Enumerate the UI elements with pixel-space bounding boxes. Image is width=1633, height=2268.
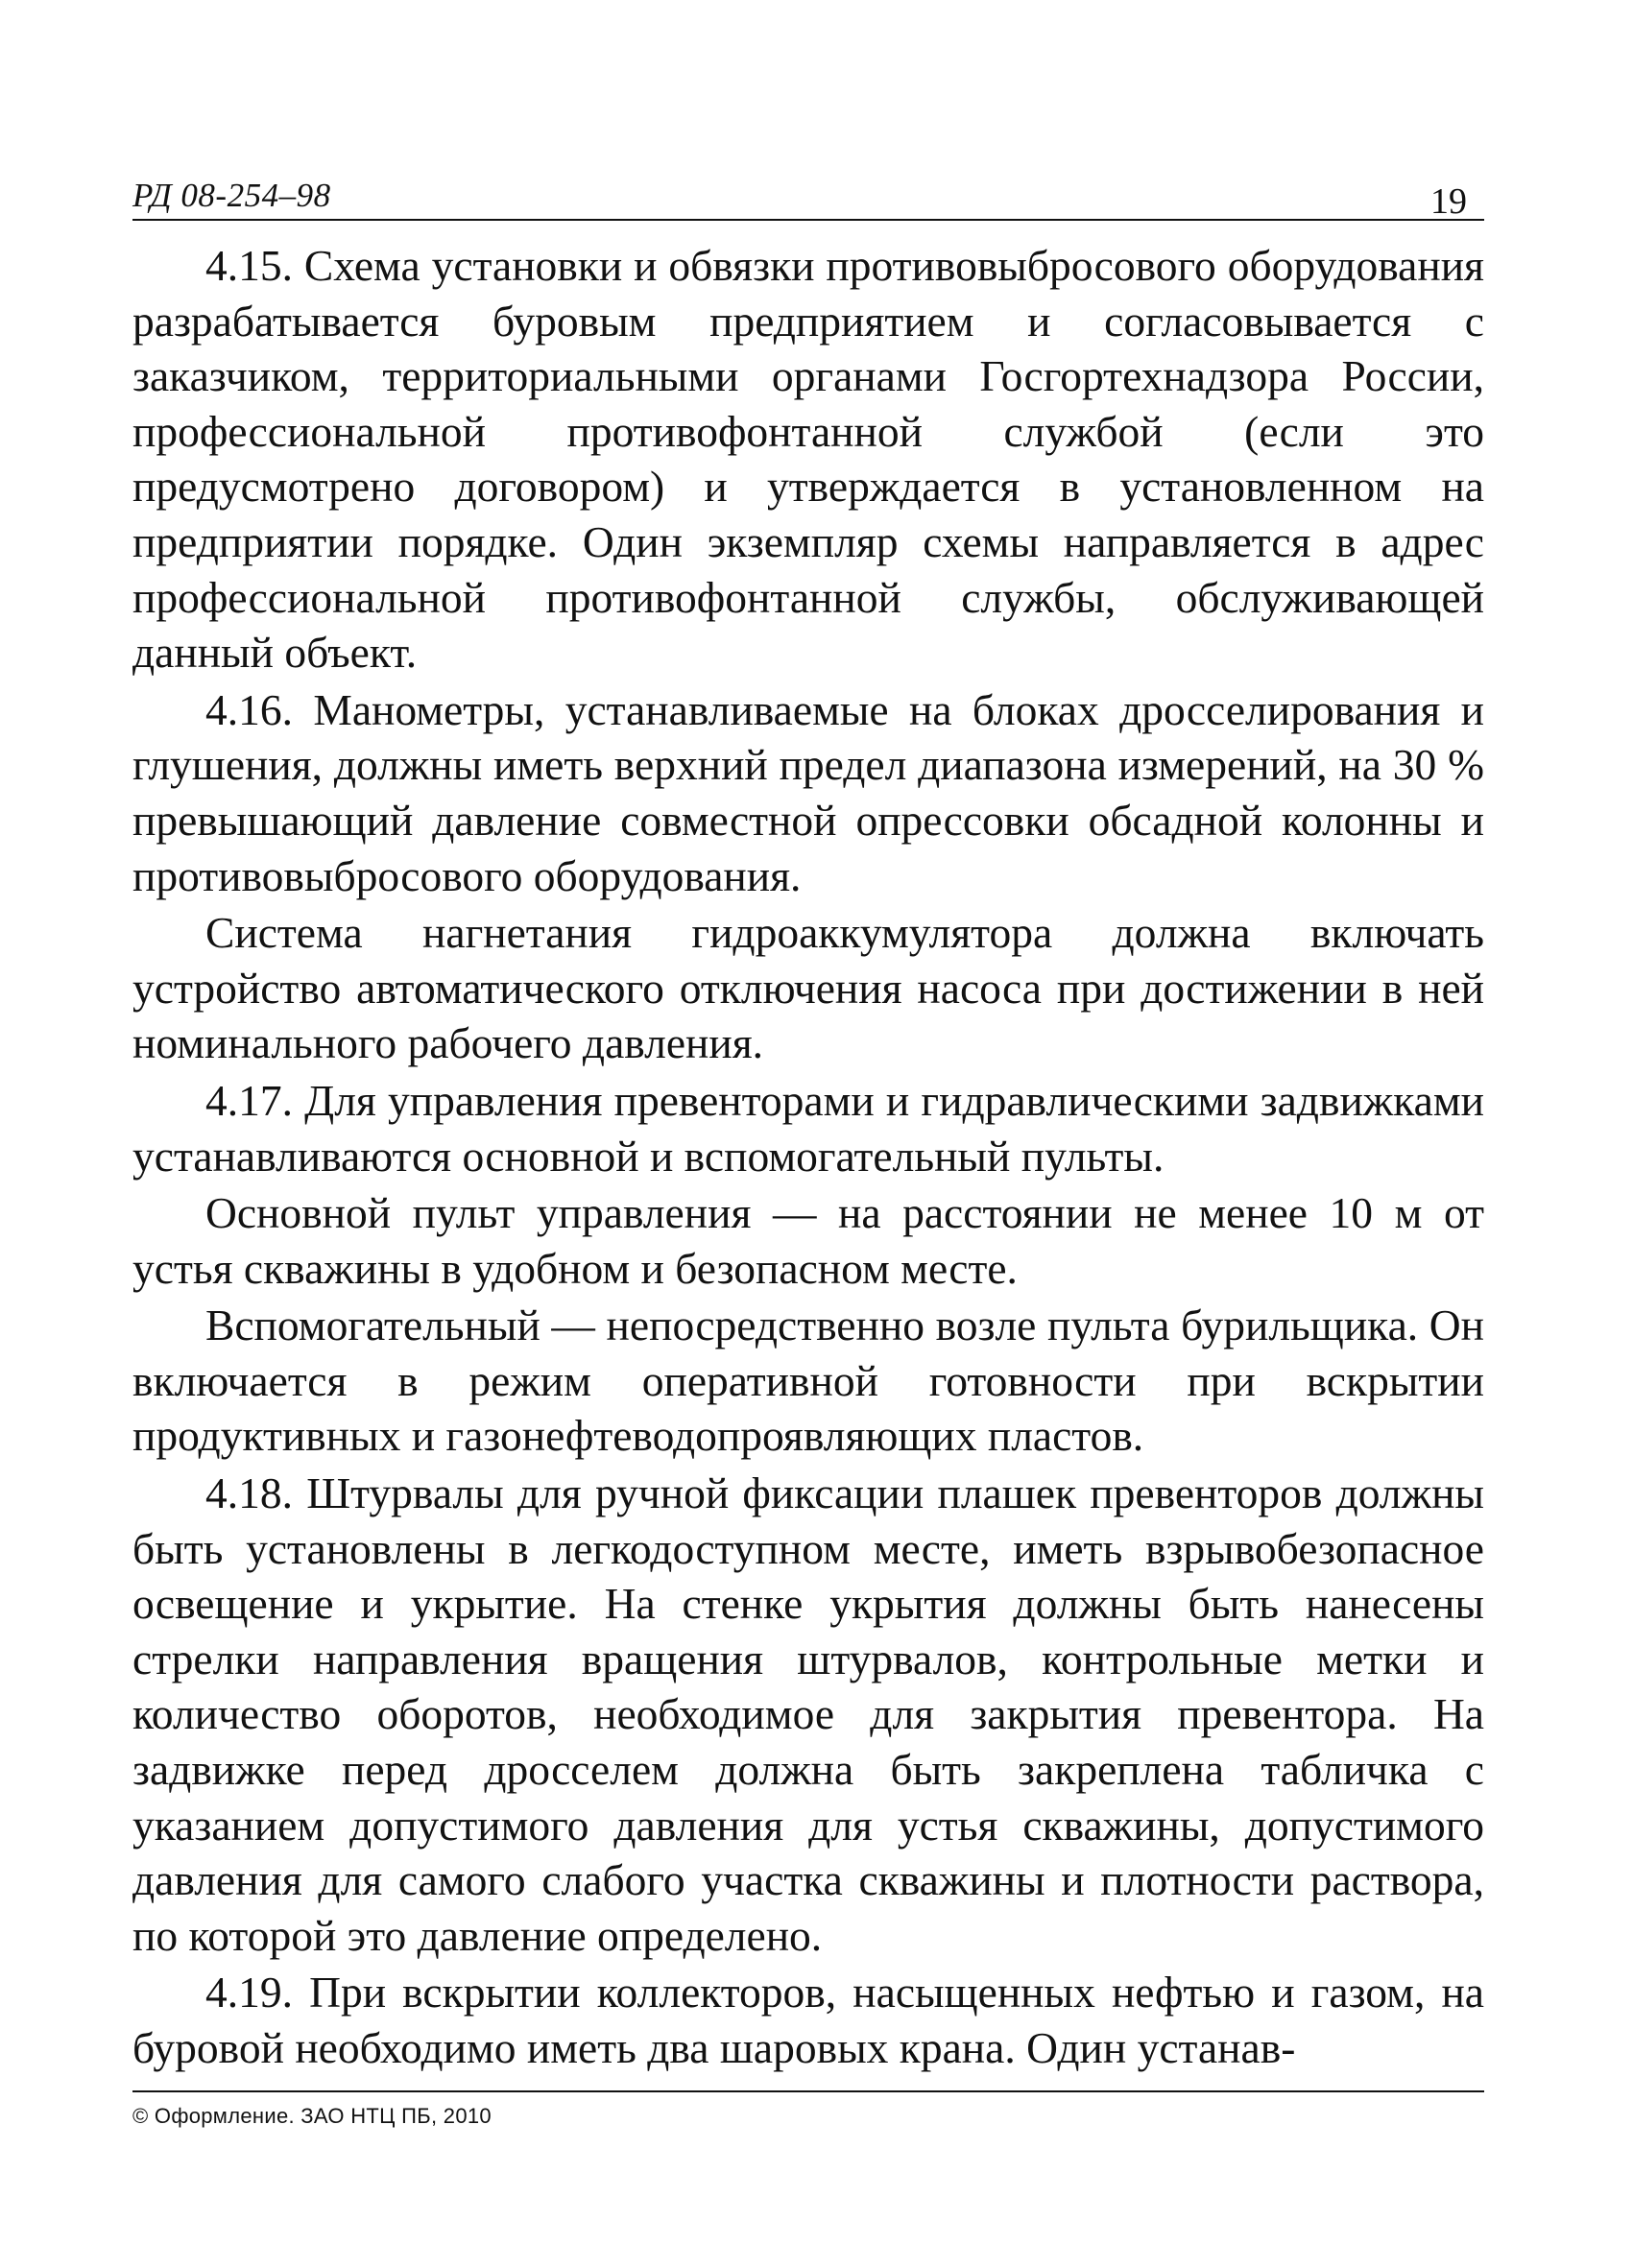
paragraph-4-16: 4.16. Манометры, устанавливаемые на блоках дросселирования и глушения, должны иметь верхний предел диапазона измерений, на 30 % превышающий давление совместной опрессовки обсадной колонны и противовыбросового оборудования. bbox=[132, 684, 1484, 900]
paragraph-4-18: 4.18. Штурвалы для ручной фиксации плашек превенторов должны быть установлены в легкодоступном месте, иметь взрывобезопасное освещение и укрытие. На стенке укрытия должны быть нанесены стрелки направления вращения штурвалов, контрольные метки и количество оборотов, необходимое для закрытия превентора. На задвижке перед дросселем должна быть закреплена табличка с указанием допустимого давления для устья скважины, допустимого давления для самого слабого участка скважины и плотности раствора, по которой это давление определено. bbox=[132, 1468, 1484, 1960]
document-page bbox=[132, 0, 1484, 2268]
paragraph-accumulator: Система нагнетания гидроаккумулятора должна включать устройство автоматического отключения насоса при достижении в ней номинального рабочего давления. bbox=[132, 908, 1484, 1068]
body-text bbox=[132, 238, 1484, 2078]
paragraph-4-19: 4.19. При вскрытии коллекторов, насыщенных нефтью и газом, на буровой необходимо иметь два шаровых крана. Один устанав- bbox=[132, 1968, 1484, 2072]
copyright-notice: © Оформление. ЗАО НТЦ ПБ, 2010 bbox=[132, 2104, 492, 2128]
document-code: РД 08-254–98 bbox=[132, 177, 331, 214]
paragraph-4-15: 4.15. Схема установки и обвязки противовыбросового оборудования разрабатывается буровым предприятием и согласовывается с заказчиком, территориальными органами Госгортехнадзора России, профессиональной противофонтанной службой (если это предусмотрено договором) и утверждается в установленном на предприятии порядке. Один экземпляр схемы направляется в адрес профессиональной противофонтанной службы, обслуживающей данный объект. bbox=[132, 241, 1484, 678]
page-footer bbox=[132, 2090, 1484, 2129]
page-header bbox=[132, 163, 1484, 221]
paragraph-main-panel: Основной пульт управления — на расстоянии не менее 10 м от устья скважины в удобном и безопасном месте. bbox=[132, 1188, 1484, 1293]
page-number: 19 bbox=[1430, 181, 1467, 222]
paragraph-auxiliary-panel: Вспомогательный — непосредственно возле пульта бурильщика. Он включается в режим оперативной готовности при вскрытии продуктивных и газонефтеводопроявляющих пластов. bbox=[132, 1301, 1484, 1461]
paragraph-4-17: 4.17. Для управления превенторами и гидравлическими задвижками устанавливаются основной и вспомогательный пульты. bbox=[132, 1075, 1484, 1181]
